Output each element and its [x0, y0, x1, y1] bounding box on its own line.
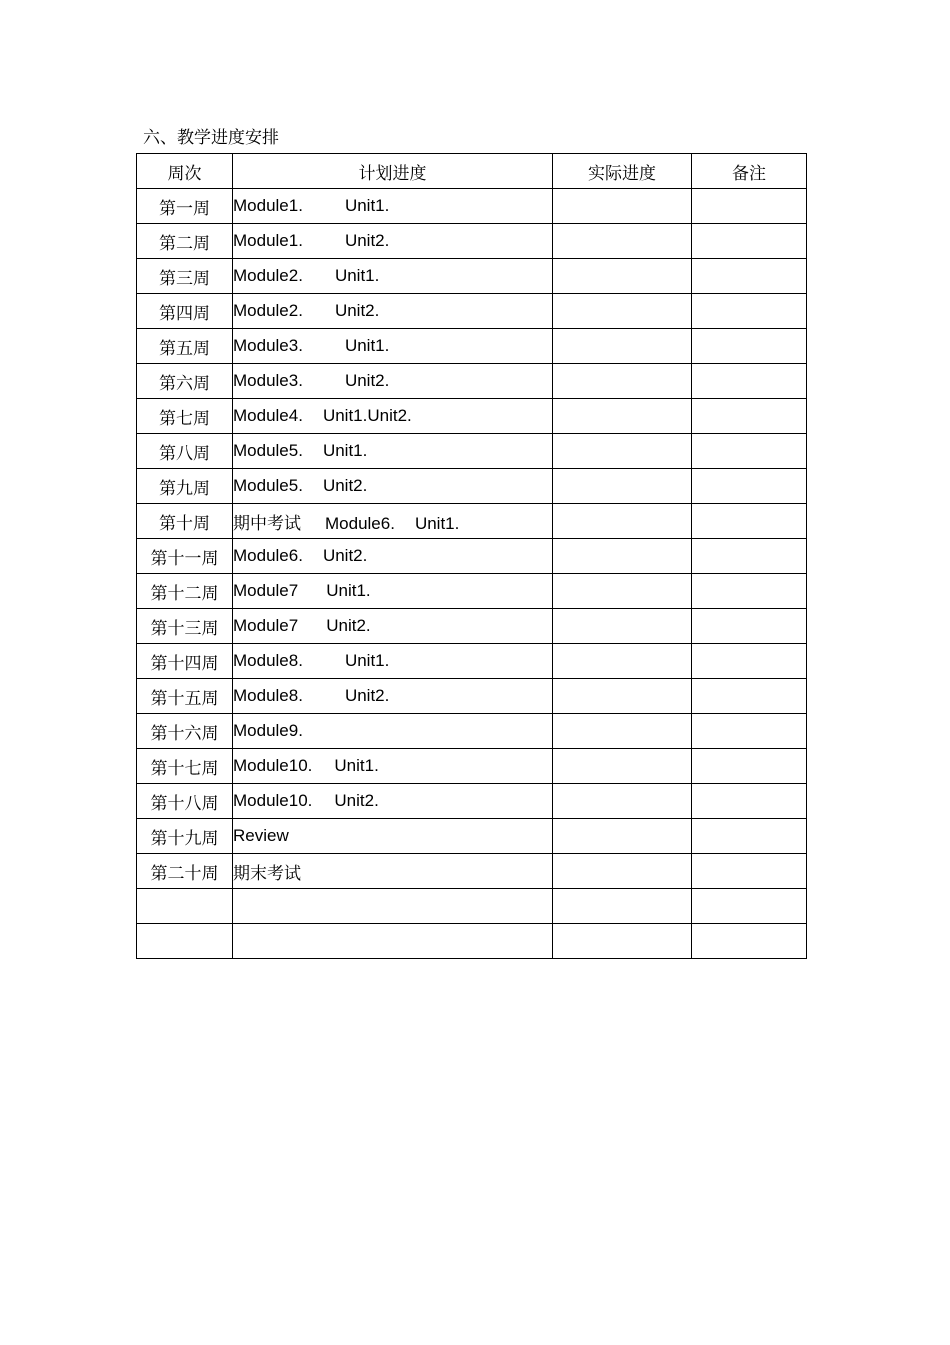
planned-progress-cell: [233, 644, 553, 679]
remarks-cell: [692, 889, 807, 924]
plan-segment: 期中考试: [233, 513, 301, 533]
planned-progress-cell: [233, 539, 553, 574]
plan-segment: Module8.: [233, 686, 303, 705]
table-row: [137, 924, 807, 959]
planned-progress-cell: [233, 469, 553, 504]
week-cell: 第六周: [137, 364, 233, 399]
planned-progress-cell: [233, 854, 553, 889]
table-row: [137, 329, 807, 364]
plan-segment: Unit1.: [322, 441, 368, 460]
actual-progress-cell: [553, 189, 692, 224]
plan-segment: Module4.: [233, 406, 303, 425]
week-cell: 第二十周: [137, 854, 233, 889]
header-remarks: 备注: [692, 154, 807, 189]
week-cell: 第十一周: [137, 539, 233, 574]
table-row: [137, 259, 807, 294]
plan-segment: Module2.: [233, 266, 303, 285]
planned-progress-cell: [233, 434, 553, 469]
teaching-schedule-table: [136, 153, 807, 959]
week-cell: 第十七周: [137, 749, 233, 784]
remarks-cell: [692, 609, 807, 644]
plan-segment: Module6.: [325, 513, 395, 533]
header-planned-progress: 计划进度: [233, 154, 553, 189]
week-cell: [137, 924, 233, 959]
remarks-cell: [692, 259, 807, 294]
remarks-cell: [692, 364, 807, 399]
actual-progress-cell: [553, 854, 692, 889]
actual-progress-cell: [553, 924, 692, 959]
plan-segment: Unit1.: [334, 266, 380, 285]
remarks-cell: [692, 539, 807, 574]
table-row: [137, 819, 807, 854]
week-cell: 第八周: [137, 434, 233, 469]
plan-segment: Unit1.: [344, 336, 390, 355]
plan-segment: Module1.: [233, 231, 303, 250]
week-cell: 第七周: [137, 399, 233, 434]
planned-progress-cell: [233, 329, 553, 364]
remarks-cell: [692, 644, 807, 679]
plan-segment: Unit2.: [322, 546, 368, 565]
plan-segment: Unit2.: [344, 686, 390, 705]
plan-segment: Module3.: [233, 371, 303, 390]
table-body: [137, 189, 807, 959]
actual-progress-cell: [553, 679, 692, 714]
table-row: [137, 714, 807, 749]
table-row: [137, 399, 807, 434]
week-cell: 第九周: [137, 469, 233, 504]
remarks-cell: [692, 504, 807, 539]
plan-segment: Module6.: [233, 546, 303, 565]
remarks-cell: [692, 294, 807, 329]
table-row: [137, 609, 807, 644]
planned-progress-cell: [233, 819, 553, 854]
week-cell: 第十周: [137, 504, 233, 539]
plan-segment: Unit1.: [344, 196, 390, 215]
actual-progress-cell: [553, 644, 692, 679]
plan-segment: Unit1.: [334, 756, 379, 775]
remarks-cell: [692, 329, 807, 364]
remarks-cell: [692, 574, 807, 609]
plan-segment: Module1.: [233, 196, 303, 215]
plan-segment: Unit2.: [322, 476, 368, 495]
table-row: [137, 644, 807, 679]
plan-segment: Unit1.Unit2.: [322, 406, 412, 425]
plan-segment: Module8.: [233, 651, 303, 670]
table-header-row: [137, 154, 807, 189]
table-row: [137, 854, 807, 889]
actual-progress-cell: [553, 259, 692, 294]
week-cell: 第一周: [137, 189, 233, 224]
plan-segment: Module3.: [233, 336, 303, 355]
actual-progress-cell: [553, 329, 692, 364]
plan-segment: Unit2.: [344, 231, 390, 250]
remarks-cell: [692, 854, 807, 889]
table-row: [137, 434, 807, 469]
week-cell: [137, 889, 233, 924]
table-row: [137, 679, 807, 714]
plan-segment: Module5.: [233, 441, 303, 460]
table-row: [137, 189, 807, 224]
remarks-cell: [692, 189, 807, 224]
table-row: [137, 504, 807, 539]
planned-progress-cell: [233, 784, 553, 819]
remarks-cell: [692, 469, 807, 504]
planned-progress-cell: [233, 924, 553, 959]
planned-progress-cell: [233, 679, 553, 714]
week-cell: 第十六周: [137, 714, 233, 749]
table-row: [137, 574, 807, 609]
week-cell: 第十二周: [137, 574, 233, 609]
planned-progress-cell: [233, 399, 553, 434]
plan-segment: Unit2.: [344, 371, 390, 390]
plan-segment: Module10.: [233, 756, 313, 775]
plan-segment: 期末考试: [233, 863, 301, 883]
actual-progress-cell: [553, 609, 692, 644]
table-row: [137, 889, 807, 924]
plan-segment: Unit2.: [334, 791, 379, 810]
actual-progress-cell: [553, 469, 692, 504]
week-cell: 第十九周: [137, 819, 233, 854]
week-cell: 第五周: [137, 329, 233, 364]
planned-progress-cell: [233, 714, 553, 749]
planned-progress-cell: [233, 504, 553, 539]
remarks-cell: [692, 819, 807, 854]
actual-progress-cell: [553, 504, 692, 539]
actual-progress-cell: [553, 784, 692, 819]
remarks-cell: [692, 714, 807, 749]
plan-segment: Module2.: [233, 301, 303, 320]
planned-progress-cell: [233, 224, 553, 259]
plan-segment: Unit1.: [414, 513, 460, 533]
planned-progress-cell: [233, 364, 553, 399]
planned-progress-cell: [233, 259, 553, 294]
actual-progress-cell: [553, 294, 692, 329]
plan-segment: Unit2.: [326, 616, 371, 635]
table-row: [137, 364, 807, 399]
plan-segment: Module5.: [233, 476, 303, 495]
actual-progress-cell: [553, 539, 692, 574]
actual-progress-cell: [553, 574, 692, 609]
header-actual-progress: 实际进度: [553, 154, 692, 189]
remarks-cell: [692, 224, 807, 259]
actual-progress-cell: [553, 224, 692, 259]
week-cell: 第四周: [137, 294, 233, 329]
header-week: 周次: [137, 154, 233, 189]
plan-segment: Unit1.: [326, 581, 371, 600]
table-row: [137, 749, 807, 784]
plan-segment: Review: [233, 826, 289, 845]
remarks-cell: [692, 434, 807, 469]
section-title: 六、教学进度安排: [143, 128, 279, 148]
remarks-cell: [692, 924, 807, 959]
actual-progress-cell: [553, 434, 692, 469]
plan-segment: Unit1.: [344, 651, 390, 670]
planned-progress-cell: [233, 749, 553, 784]
week-cell: 第十三周: [137, 609, 233, 644]
plan-segment: Module9.: [233, 721, 303, 740]
plan-segment: Module10.: [233, 791, 313, 810]
remarks-cell: [692, 679, 807, 714]
planned-progress-cell: [233, 189, 553, 224]
actual-progress-cell: [553, 819, 692, 854]
table-row: [137, 469, 807, 504]
remarks-cell: [692, 749, 807, 784]
week-cell: 第十五周: [137, 679, 233, 714]
actual-progress-cell: [553, 399, 692, 434]
table-row: [137, 784, 807, 819]
plan-segment: Unit2.: [334, 301, 380, 320]
week-cell: 第三周: [137, 259, 233, 294]
actual-progress-cell: [553, 364, 692, 399]
plan-segment: Module7: [233, 616, 299, 635]
week-cell: 第十四周: [137, 644, 233, 679]
week-cell: 第十八周: [137, 784, 233, 819]
table-row: [137, 294, 807, 329]
actual-progress-cell: [553, 714, 692, 749]
actual-progress-cell: [553, 749, 692, 784]
planned-progress-cell: [233, 609, 553, 644]
planned-progress-cell: [233, 294, 553, 329]
week-cell: 第二周: [137, 224, 233, 259]
plan-segment: Module7: [233, 581, 299, 600]
remarks-cell: [692, 784, 807, 819]
table-row: [137, 224, 807, 259]
actual-progress-cell: [553, 889, 692, 924]
table-row: [137, 539, 807, 574]
remarks-cell: [692, 399, 807, 434]
planned-progress-cell: [233, 574, 553, 609]
planned-progress-cell: [233, 889, 553, 924]
